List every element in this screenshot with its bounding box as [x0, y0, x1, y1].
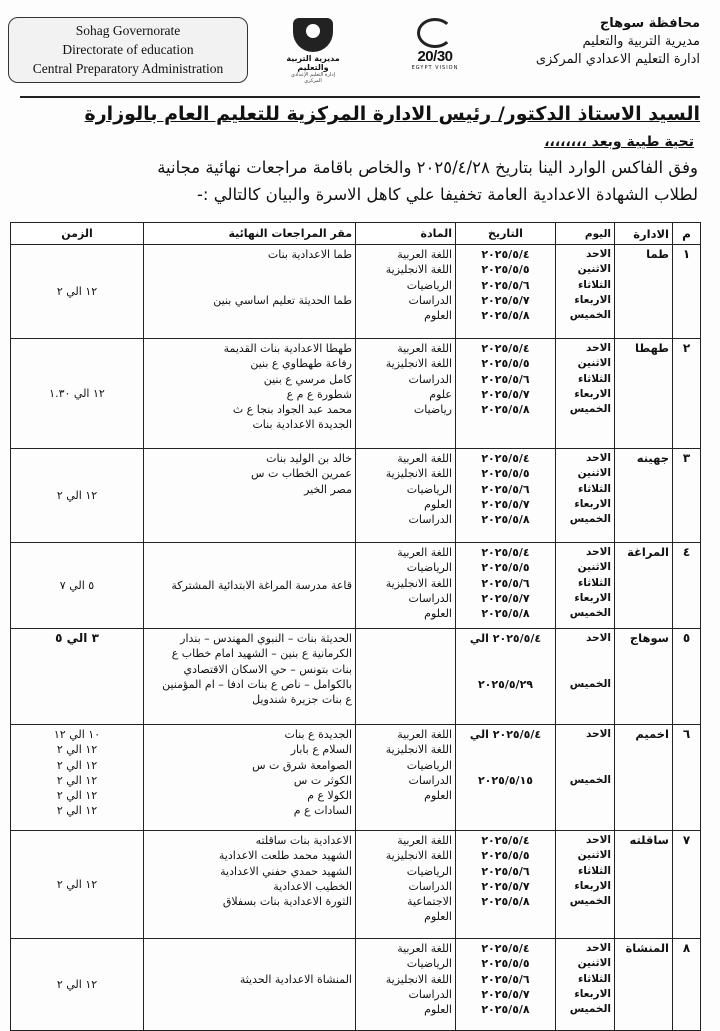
subjects-line: اللغة العربية	[397, 248, 452, 261]
subjects-line: العلوم	[424, 910, 452, 924]
subjects-line: علوم	[429, 387, 452, 401]
dates-line: ٢٠٢٥/٥/٥	[481, 263, 530, 277]
days-line: الخميس	[569, 309, 611, 322]
subjects-line: الدراسات	[408, 773, 452, 787]
cell-admin: المراغة	[615, 543, 673, 629]
cell-subjects	[356, 543, 456, 629]
locations-line: كامل مرسي ع بنين	[263, 372, 352, 386]
days-line: الاربعاء	[574, 591, 611, 604]
header-cell: الادارة	[615, 223, 673, 245]
times-line: ٣ الي ٥	[55, 631, 99, 645]
cell-days	[556, 831, 615, 939]
dates-line: ٢٠٢٥/٥/٥	[481, 467, 530, 481]
vision-number: 20/30	[417, 48, 453, 65]
cell-times	[11, 939, 144, 1031]
paragraph-line: لطلاب الشهادة الاعدادية العامة تخفيفا علي كاهل الاسرة والبيان كالتالي :-	[196, 185, 698, 204]
cell-locations	[144, 939, 356, 1031]
days-line: الاحد	[585, 452, 611, 464]
days-line: الثلاثاء	[577, 864, 611, 877]
days-line: الاحد	[585, 728, 611, 740]
cell-subjects	[356, 831, 456, 939]
days-line: الاثنين	[577, 357, 611, 370]
dates-line: ٢٠٢٥/٥/٨	[481, 513, 530, 527]
days-line: الخميس	[569, 403, 611, 416]
shield-icon	[293, 18, 333, 52]
days-line	[559, 758, 611, 773]
dates-line: ٢٠٢٥/٥/٥	[481, 849, 530, 863]
days-line: الاربعاء	[574, 387, 611, 400]
locations-line: طما الحديثة تعليم اساسي بنين	[213, 293, 352, 307]
times-line: ١٢ الي ١.٣٠	[49, 386, 105, 400]
cell-locations	[144, 543, 356, 629]
cell-dates	[456, 543, 556, 629]
table-row	[11, 339, 701, 449]
header-cell: المادة	[356, 223, 456, 245]
subjects-line: اللغة العربية	[397, 834, 452, 847]
days-line: الخميس	[569, 513, 611, 526]
table-header-row	[11, 223, 701, 245]
locations-line: طهطا الاعدادية بنات القديمة	[223, 342, 352, 355]
subjects-line: اللغة العربية	[397, 342, 452, 355]
cell-subjects	[356, 629, 456, 725]
times-line: ٥ الي ٧	[59, 578, 95, 592]
en-line: Central Preparatory Administration	[32, 61, 224, 76]
days-line: الثلاثاء	[577, 482, 611, 495]
subjects-line: الرياضيات	[406, 561, 452, 575]
cell-locations	[144, 339, 356, 449]
subjects-line: اللغة العربية	[397, 546, 452, 559]
subjects-line: اللغة الانجليزية	[385, 263, 452, 277]
cell-times	[11, 831, 144, 939]
cell-dates	[456, 245, 556, 339]
locations-line: السادات ع م	[293, 804, 352, 818]
cell-dates	[456, 339, 556, 449]
dates-line: ٢٠٢٥/٥/٧	[481, 387, 530, 401]
days-line	[559, 646, 611, 661]
locations-line: بالكوامل – ناص ع بنات ادفا – ام المؤمنين	[162, 677, 352, 691]
cell-admin: المنشاة	[615, 939, 673, 1031]
locations-line: الاعدادية بنات ساقلته	[255, 834, 352, 847]
header-cell: م	[673, 223, 701, 245]
locations-line: قاعة مدرسة المراغة الابتدائية المشتركة	[171, 578, 352, 592]
days-line: الاثنين	[577, 561, 611, 574]
dates-line: ٢٠٢٥/٥/٦	[481, 278, 530, 292]
days-line	[559, 662, 611, 677]
locations-line: الشهيد محمد طلعت الاعدادية	[218, 849, 352, 863]
times-line: ١٢ الي ٢	[56, 284, 98, 298]
times-line: ١٢ الي ٢	[56, 758, 98, 772]
cell-admin: اخميم	[615, 725, 673, 831]
review-schedule-table	[10, 222, 701, 1031]
locations-line: الكرمانية ع بنين – الشهيد امام خطاب ع	[171, 647, 352, 661]
cell-times	[11, 245, 144, 339]
subjects-line: اللغة الانجليزية	[385, 972, 452, 986]
dates-line	[459, 646, 552, 661]
locations-line	[147, 278, 352, 293]
times-line: ١٢ الي ٢	[56, 789, 98, 803]
locations-line: الثورة الاعدادية بنات بسفلاق	[222, 895, 352, 909]
locations-line: مصر الخير	[304, 482, 352, 496]
cell-num: ٣	[673, 449, 701, 543]
days-line: الخميس	[569, 677, 611, 690]
cell-subjects	[356, 939, 456, 1031]
cell-num: ٥	[673, 629, 701, 725]
subjects-line: العلوم	[424, 309, 452, 323]
days-line: الخميس	[569, 895, 611, 908]
subjects-line: الرياضيات	[406, 758, 452, 772]
subjects-line: الرياضيات	[406, 278, 452, 292]
days-line: الاحد	[585, 834, 611, 846]
days-line	[559, 742, 611, 757]
days-line: الاحد	[585, 248, 611, 260]
egypt-vision-logo	[405, 18, 465, 76]
days-line: الثلاثاء	[577, 576, 611, 589]
cell-days	[556, 725, 615, 831]
ar-line: ادارة التعليم الاعدادي المركزى	[535, 52, 700, 67]
locations-line: ع بنات جزيرة شندويل	[252, 693, 352, 707]
cell-subjects	[356, 245, 456, 339]
arabic-header	[490, 15, 700, 69]
header-cell: التاريخ	[456, 223, 556, 245]
cell-days	[556, 629, 615, 725]
locations-line: المنشاة الاعدادية الحديثة	[239, 972, 352, 986]
dates-line: ٢٠٢٥/٥/٦	[481, 864, 530, 878]
cell-dates	[456, 449, 556, 543]
times-line: ١٢ الي ٢	[56, 804, 98, 818]
subjects-line: الدراسات	[408, 591, 452, 605]
cell-days	[556, 339, 615, 449]
locations-line: الصوامعة شرق ت س	[252, 758, 352, 772]
days-line: الثلاثاء	[577, 278, 611, 291]
table-row	[11, 245, 701, 339]
times-line: ١٢ الي ٢	[56, 773, 98, 787]
dates-line: ٢٠٢٥/٥/٨	[481, 309, 530, 323]
cell-num: ٨	[673, 939, 701, 1031]
table-row	[11, 543, 701, 629]
days-line: الاثنين	[577, 849, 611, 862]
cell-locations	[144, 245, 356, 339]
cell-dates	[456, 831, 556, 939]
locations-line	[147, 956, 352, 971]
dates-line: ٢٠٢٥/٥/٤	[481, 942, 530, 955]
locations-line: شطورة ع م ع	[286, 387, 352, 401]
dates-line: ٢٠٢٥/٥/٧	[481, 987, 530, 1001]
locations-line: عمرين الخطاب ت س	[251, 467, 352, 481]
cell-num: ٦	[673, 725, 701, 831]
cell-admin: طهطا	[615, 339, 673, 449]
days-line: الخميس	[569, 1003, 611, 1016]
days-line: الاثنين	[577, 467, 611, 480]
en-line: Sohag Governorate	[75, 23, 181, 38]
subjects-line: الدراسات	[408, 879, 452, 893]
dates-line: ٢٠٢٥/٥/٦	[481, 576, 530, 590]
cell-days	[556, 939, 615, 1031]
dates-line: ٢٠٢٥/٥/٨	[481, 403, 530, 417]
english-header-box	[8, 17, 248, 83]
days-line: الاربعاء	[574, 497, 611, 510]
cell-num: ١	[673, 245, 701, 339]
directorate-logo	[282, 18, 344, 84]
days-line: الخميس	[569, 773, 611, 786]
subjects-line: الاجتماعية	[407, 895, 452, 909]
dates-line: ٢٠٢٥/٥/٤	[481, 452, 530, 465]
cell-subjects	[356, 725, 456, 831]
subjects-line: اللغة العربية	[397, 728, 452, 741]
dates-line: ٢٠٢٥/٥/٧	[481, 879, 530, 893]
subjects-line: الرياضيات	[406, 864, 452, 878]
locations-line: خالد بن الوليد بنات	[266, 452, 352, 465]
cell-days	[556, 245, 615, 339]
header-cell: اليوم	[556, 223, 615, 245]
en-line: Directorate of education	[62, 42, 194, 57]
seal-text: مديرية التربية والتعليم	[286, 54, 340, 72]
cell-times	[11, 339, 144, 449]
cell-times	[11, 629, 144, 725]
table-row	[11, 939, 701, 1031]
greeting: تحية طيبة وبعد ،،،،،،،،	[544, 134, 694, 150]
cell-locations	[144, 449, 356, 543]
cell-locations	[144, 629, 356, 725]
seal-sub: إدارة التعليم الإعدادي المركزي	[291, 72, 335, 84]
subjects-line: اللغة العربية	[397, 942, 452, 955]
dates-line: ٢٠٢٥/٥/٤ الي	[469, 728, 542, 741]
table-row	[11, 629, 701, 725]
ar-line: محافظة سوهاج	[599, 16, 700, 31]
locations-line: الشهيد حمدي حفني الاعدادية	[220, 864, 352, 878]
locations-line: الكولا ع م	[307, 789, 352, 803]
subjects-line: اللغة الانجليزية	[385, 467, 452, 481]
dates-line: ٢٠٢٥/٥/٥	[481, 957, 530, 971]
subjects-line: اللغة الانجليزية	[385, 357, 452, 371]
vision-sub: EGYPT VISION	[411, 65, 459, 71]
dates-line: ٢٠٢٥/٥/٨	[481, 895, 530, 909]
dates-line: ٢٠٢٥/٥/٦	[481, 482, 530, 496]
cell-locations	[144, 831, 356, 939]
table-row	[11, 449, 701, 543]
days-line: الاربعاء	[574, 879, 611, 892]
ar-line: مديرية التربية والتعليم	[582, 34, 700, 49]
days-line: الاربعاء	[574, 987, 611, 1000]
subjects-line: الرياضيات	[406, 957, 452, 971]
dates-line: ٢٠٢٥/٥/٤	[481, 342, 530, 355]
cell-dates	[456, 939, 556, 1031]
dates-line: ٢٠٢٥/٥/٥	[481, 561, 530, 575]
dates-line: ٢٠٢٥/٥/٨	[481, 1003, 530, 1017]
header-divider	[20, 96, 700, 98]
cell-admin: سوهاج	[615, 629, 673, 725]
cell-times	[11, 543, 144, 629]
dates-line: ٢٠٢٥/٥/٧	[481, 293, 530, 307]
days-line: الاحد	[585, 942, 611, 954]
days-line: الاحد	[585, 546, 611, 558]
locations-line: محمد عبد الجواد بنجا ع ث	[232, 403, 352, 417]
days-line: الاحد	[585, 342, 611, 354]
subjects-line: اللغة العربية	[397, 452, 452, 465]
subjects-line: العلوم	[424, 789, 452, 803]
subjects-line: الرياضيات	[406, 482, 452, 496]
paragraph-line: وفق الفاكس الوارد الينا بتاريخ ٢٠٢٥/٤/٢٨ والخاص باقامة مراجعات نهائية مجانية	[157, 158, 698, 177]
cell-dates	[456, 629, 556, 725]
subjects-line: رياضيات	[413, 403, 452, 417]
days-line: الخميس	[569, 607, 611, 620]
dates-line: ٢٠٢٥/٥/٢٩	[477, 677, 534, 691]
subjects-line: اللغة الانجليزية	[385, 743, 452, 757]
subjects-line: اللغة الانجليزية	[385, 849, 452, 863]
dates-line: ٢٠٢٥/٥/٦	[481, 972, 530, 986]
cell-subjects	[356, 339, 456, 449]
dates-line	[459, 662, 552, 677]
dates-line: ٢٠٢٥/٥/٥	[481, 357, 530, 371]
locations-line: الخطيب الاعدادية	[273, 879, 352, 893]
table-row	[11, 725, 701, 831]
locations-line: السلام ع بابار	[290, 743, 352, 757]
dates-line: ٢٠٢٥/٥/٧	[481, 591, 530, 605]
subjects-line: العلوم	[424, 1003, 452, 1017]
locations-line: الجديدة ع بنات	[284, 728, 352, 741]
times-line: ١٢ الي ٢	[56, 977, 98, 991]
days-line: الاربعاء	[574, 293, 611, 306]
subjects-line: الدراسات	[408, 987, 452, 1001]
subjects-line: اللغة الانجليزية	[385, 576, 452, 590]
times-line: ١٠ الي ١٢	[53, 728, 101, 741]
cell-dates	[456, 725, 556, 831]
cell-locations	[144, 725, 356, 831]
letter-title: السيد الاستاذ الدكتور/ رئيس الادارة المركزية للتعليم العام بالوزارة	[84, 103, 700, 125]
cell-num: ٧	[673, 831, 701, 939]
cell-subjects	[356, 449, 456, 543]
dates-line: ٢٠٢٥/٥/٦	[481, 372, 530, 386]
subjects-line: العلوم	[424, 497, 452, 511]
locations-line: طما الاعدادية بنات	[267, 248, 352, 261]
times-line: ١٢ الي ٢	[56, 488, 98, 502]
table-body	[11, 245, 701, 1031]
subjects-line: الدراسات	[408, 293, 452, 307]
dates-line: ٢٠٢٥/٥/٤ الي	[469, 632, 542, 645]
dates-line: ٢٠٢٥/٥/٤	[481, 834, 530, 847]
times-line: ١٢ الي ٢	[56, 743, 98, 757]
cell-days	[556, 543, 615, 629]
dates-line: ٢٠٢٥/٥/٧	[481, 497, 530, 511]
subjects-line: الدراسات	[408, 513, 452, 527]
dates-line: ٢٠٢٥/٥/٤	[481, 248, 530, 261]
cell-days	[556, 449, 615, 543]
cell-times	[11, 725, 144, 831]
days-line: الاحد	[585, 632, 611, 644]
days-line: الثلاثاء	[577, 372, 611, 385]
days-line: الاثنين	[577, 263, 611, 276]
locations-line: رفاعة طهطاوي ع بنين	[250, 357, 352, 371]
locations-line: الكوثر ت س	[293, 773, 352, 787]
header-cell: الزمن	[11, 223, 144, 245]
locations-line	[147, 262, 352, 277]
dates-line	[459, 758, 552, 773]
cell-num: ٤	[673, 543, 701, 629]
locations-line: بنات بتونس – حي الاسكان الاقتصادي	[183, 662, 352, 676]
table-row	[11, 831, 701, 939]
subjects-line: العلوم	[424, 607, 452, 621]
times-line: ١٢ الي ٢	[56, 877, 98, 891]
days-line: الاثنين	[577, 957, 611, 970]
header-cell: مقر المراجعات النهائية	[144, 223, 356, 245]
locations-line: الجديدة الاعدادية بنات	[252, 418, 352, 432]
cell-admin: طما	[615, 245, 673, 339]
days-line: الثلاثاء	[577, 972, 611, 985]
locations-line: الحديثة بنات – النبوي المهندس – بندار	[180, 632, 352, 645]
cell-num: ٢	[673, 339, 701, 449]
dates-line: ٢٠٢٥/٥/١٥	[477, 773, 534, 787]
dates-line: ٢٠٢٥/٥/٨	[481, 607, 530, 621]
cell-admin: جهينه	[615, 449, 673, 543]
dates-line: ٢٠٢٥/٥/٤	[481, 546, 530, 559]
cell-times	[11, 449, 144, 543]
dates-line	[459, 742, 552, 757]
locations-line	[147, 941, 352, 956]
cell-admin: ساقلته	[615, 831, 673, 939]
subjects-line: الدراسات	[408, 372, 452, 386]
vision-swirl-icon	[417, 18, 453, 48]
